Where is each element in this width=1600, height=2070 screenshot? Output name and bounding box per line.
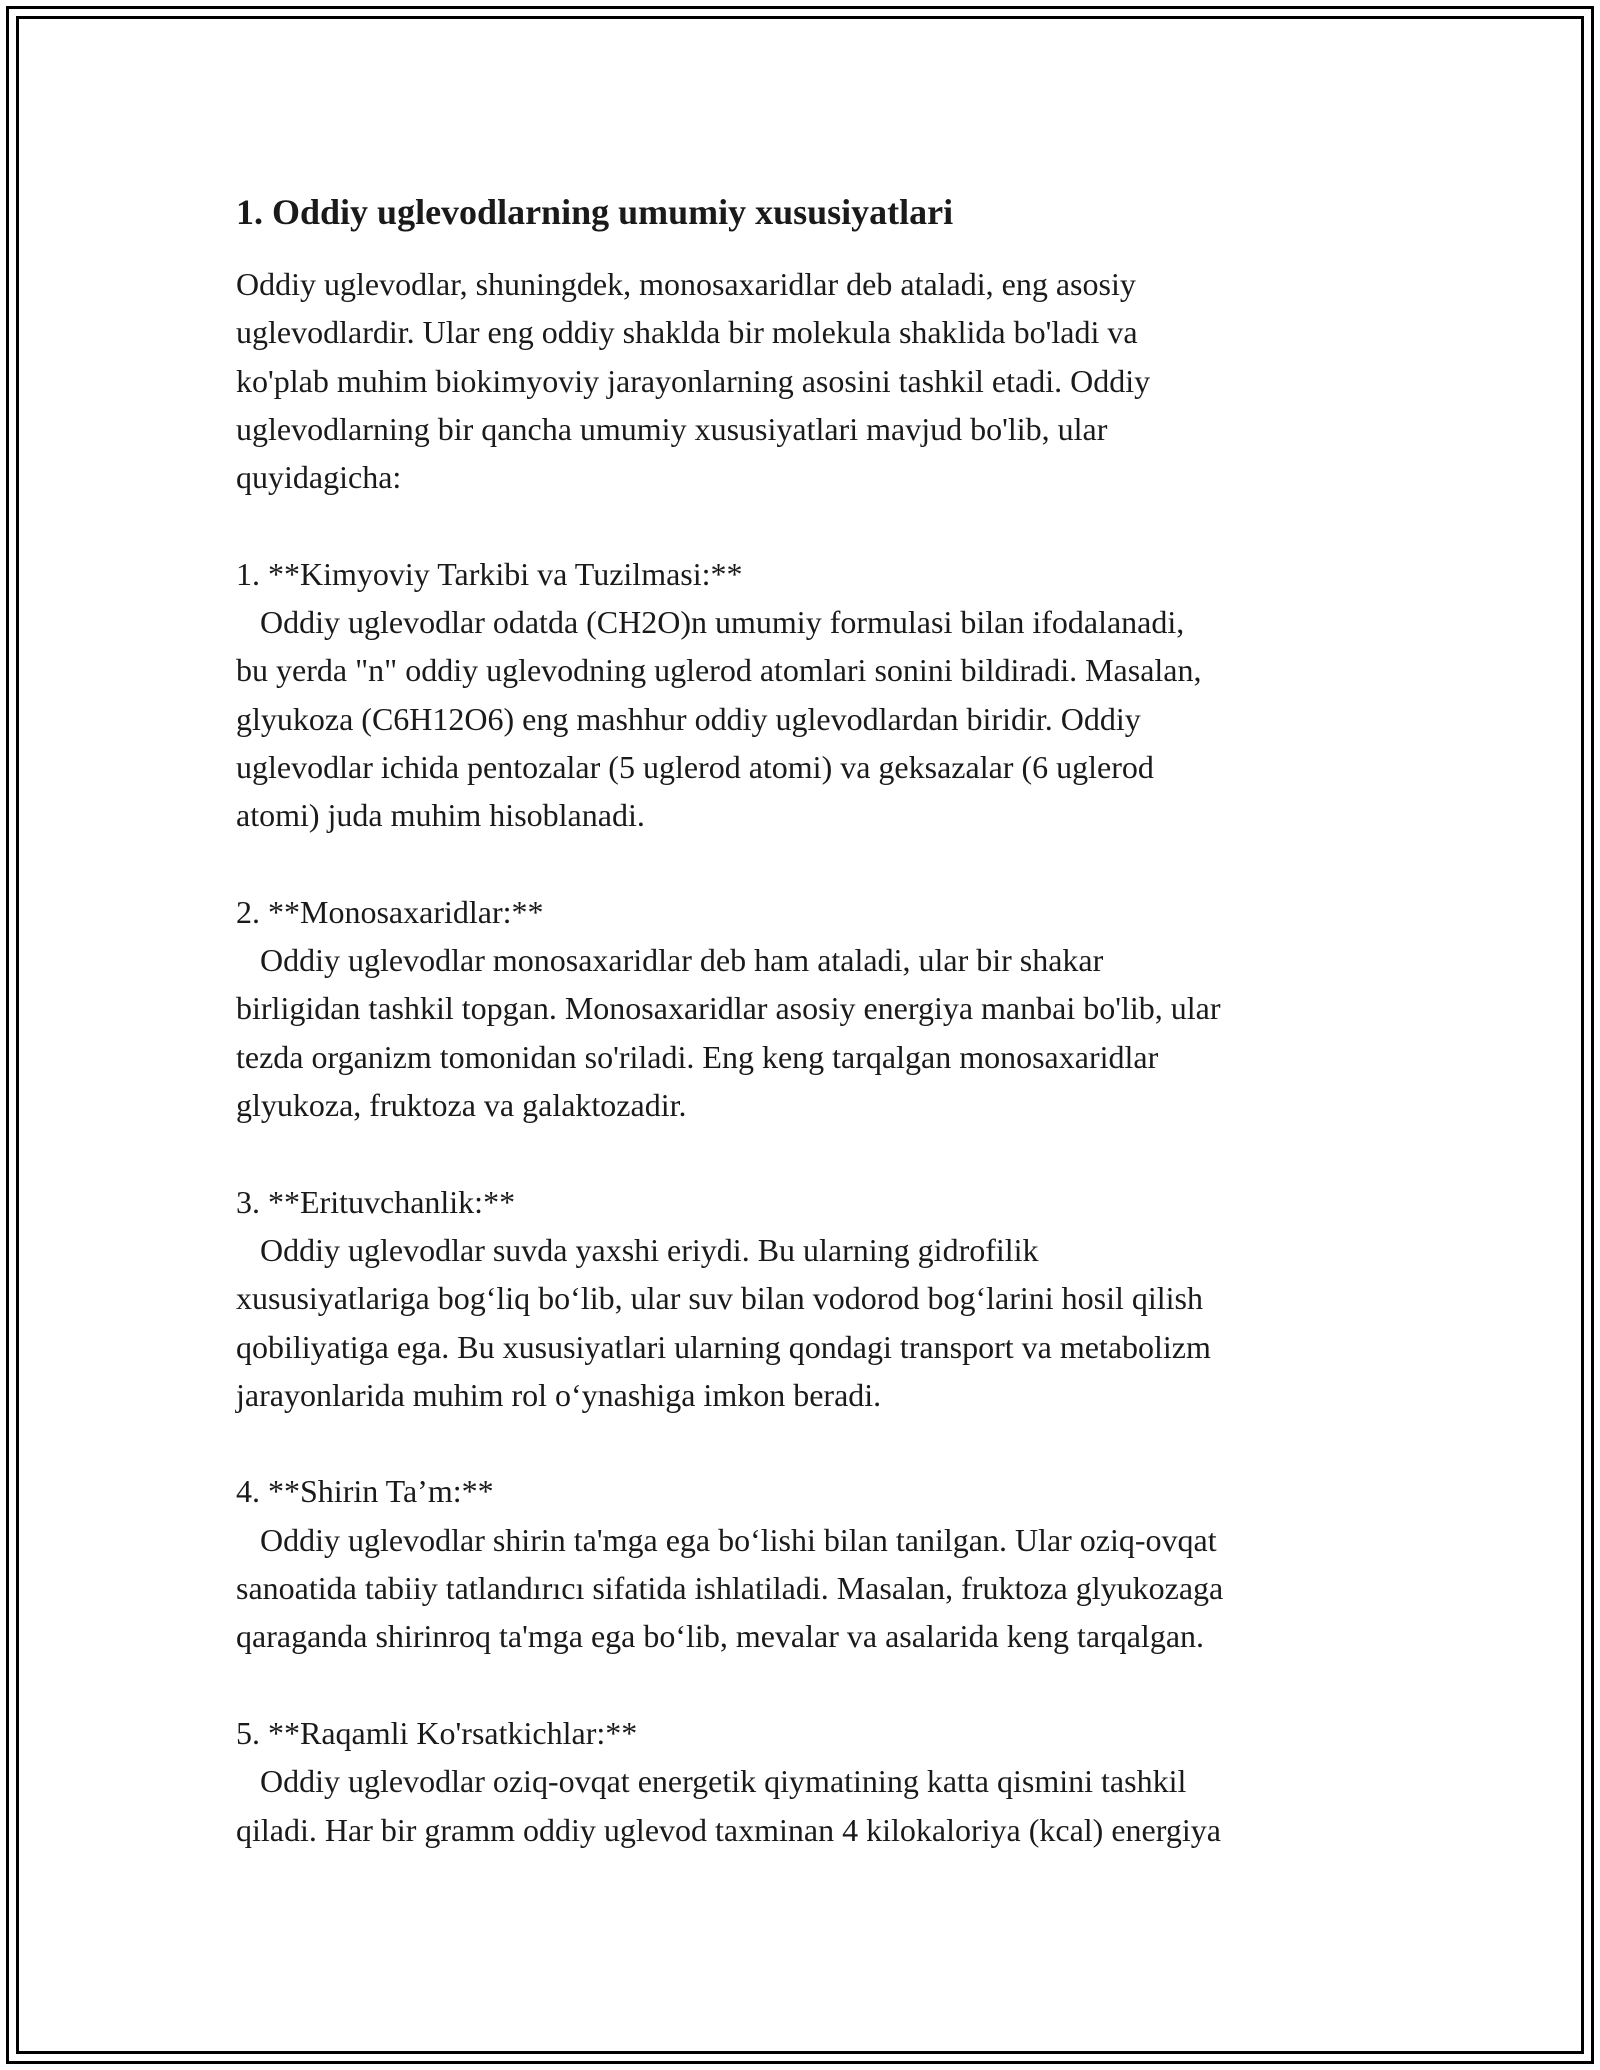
spacer <box>236 501 1396 549</box>
paragraph-line: Oddiy uglevodlar shirin ta'mga ega bo‘lishi bilan tanilgan. Ular oziq-ovqat <box>236 1521 1217 1558</box>
paragraph-line: Oddiy uglevodlar oziq-ovqat energetik qiymatining katta qismini tashkil <box>236 1763 1187 1800</box>
paragraph-line: glyukoza (C6H12O6) eng mashhur oddiy uglevodlardan biridir. Oddiy <box>236 700 1141 737</box>
spacer <box>236 1129 1396 1177</box>
section-1 <box>236 550 1396 840</box>
section-3 <box>236 1178 1396 1419</box>
section-2 <box>236 888 1396 1129</box>
section-heading: 1. **Kimyoviy Tarkibi va Tuzilmasi:** <box>236 555 743 592</box>
section-heading: 2. **Monosaxaridlar:** <box>236 893 544 930</box>
spacer <box>236 840 1396 888</box>
paragraph-line: Oddiy uglevodlar odatda (CH2O)n umumiy formulasi bilan ifodalanadi, <box>236 604 1185 641</box>
paragraph-line: uglevodlarning bir qancha umumiy xususiyatlari mavjud bo'lib, ular <box>236 410 1108 447</box>
intro-paragraph <box>236 260 1396 501</box>
spacer <box>236 1419 1396 1467</box>
paragraph-line: bu yerda "n" oddiy uglevodning uglerod atomlari sonini bildiradi. Masalan, <box>236 652 1202 689</box>
paragraph-line: uglevodlardir. Ular eng oddiy shaklda bir molekula shaklida bo'ladi va <box>236 314 1138 351</box>
section-heading: 3. **Erituvchanlik:** <box>236 1183 516 1220</box>
paragraph-line: Oddiy uglevodlar, shuningdek, monosaxaridlar deb ataladi, eng asosiy <box>236 266 1136 302</box>
paragraph-line: atomi) juda muhim hisoblanadi. <box>236 797 645 834</box>
paragraph-line: uglevodlar ichida pentozalar (5 uglerod atomi) va geksazalar (6 uglerod <box>236 748 1154 785</box>
page-title: 1. Oddiy uglevodlarning umumiy xususiyatlari <box>236 192 954 232</box>
paragraph-line: ko'plab muhim biokimyoviy jarayonlarning asosini tashkil etadi. Oddiy <box>236 362 1151 399</box>
paragraph-line: birligidan tashkil topgan. Monosaxaridlar asosiy energiya manbai bo'lib, ular <box>236 990 1221 1027</box>
spacer <box>236 1661 1396 1709</box>
paragraph-line: tezda organizm tomonidan so'riladi. Eng keng tarqalgan monosaxaridlar <box>236 1038 1159 1075</box>
paragraph-line: Oddiy uglevodlar monosaxaridlar deb ham ataladi, ular bir shakar <box>236 942 1104 979</box>
paragraph-line: qobiliyatiga ega. Bu xususiyatlari ularning qondagi transport va metabolizm <box>236 1328 1211 1365</box>
section-heading: 4. **Shirin Ta’m:** <box>236 1473 494 1510</box>
section-heading: 5. **Raqamli Ko'rsatkichlar:** <box>236 1714 638 1751</box>
paragraph-line: xususiyatlariga bog‘liq bo‘lib, ular suv bilan vodorod bog‘larini hosil qilish <box>236 1280 1203 1317</box>
section-4 <box>236 1467 1396 1660</box>
paragraph-line: qaraganda shirinroq ta'mga ega bo‘lib, mevalar va asalarida keng tarqalgan. <box>236 1618 1205 1655</box>
paragraph-line: sanoatida tabiiy tatlandırıcı sifatida ishlatiladi. Masalan, fruktoza glyukozaga <box>236 1570 1224 1607</box>
paragraph-line: Oddiy uglevodlar suvda yaxshi eriydi. Bu ularning gidrofilik <box>236 1231 1039 1268</box>
paragraph-line: glyukoza, fruktoza va galaktozadir. <box>236 1087 687 1124</box>
section-5 <box>236 1709 1396 1854</box>
paragraph-line: qiladi. Har bir gramm oddiy uglevod taxminan 4 kilokaloriya (kcal) energiya <box>236 1811 1221 1848</box>
paragraph-line: quyidagicha: <box>236 459 402 496</box>
paragraph-line: jarayonlarida muhim rol o‘ynashiga imkon beradi. <box>236 1376 882 1413</box>
document-body <box>236 188 1396 1854</box>
